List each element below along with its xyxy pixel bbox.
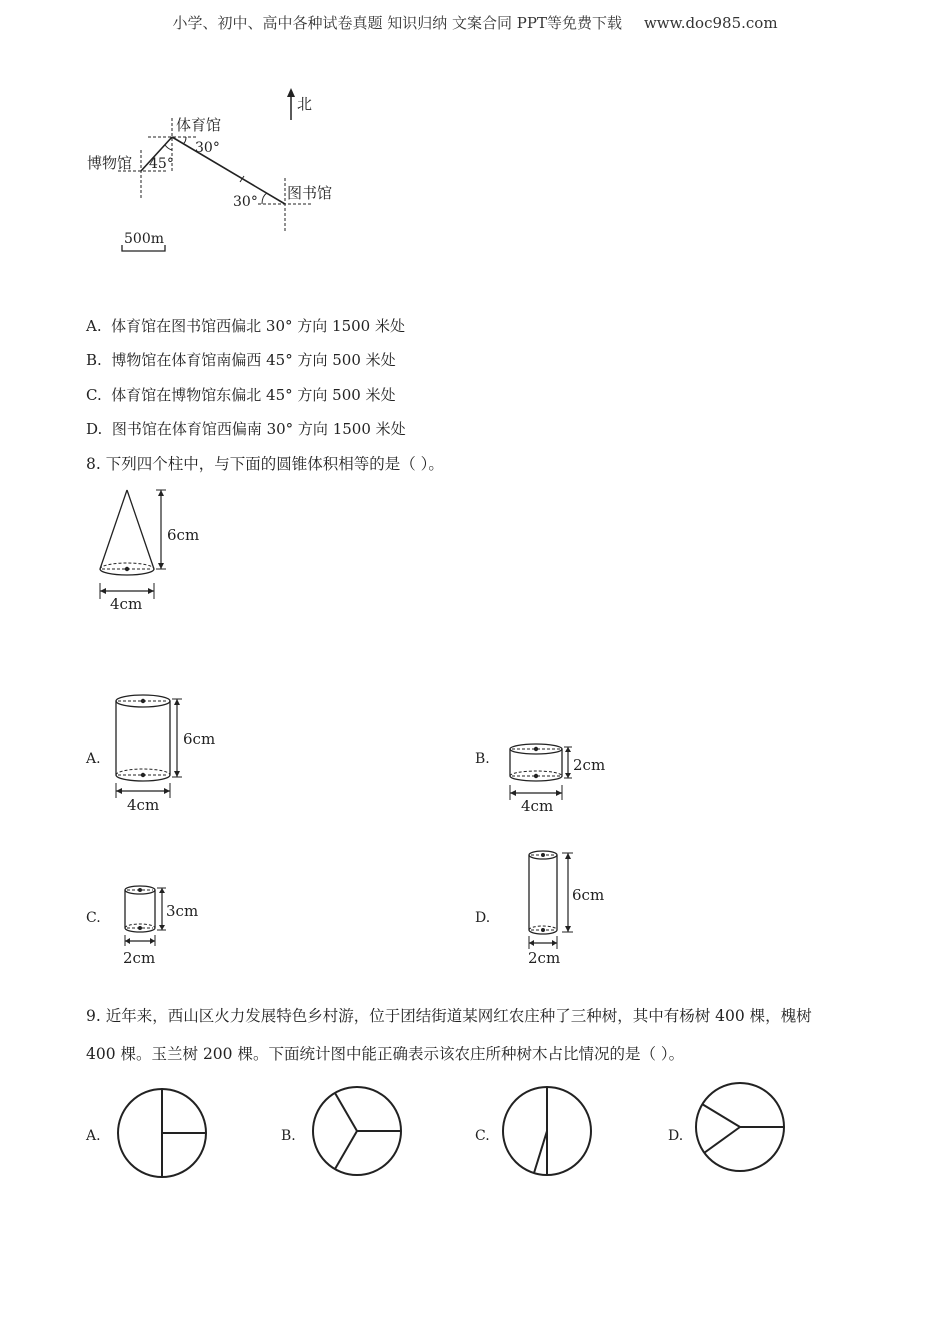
angle-arc-30-bottom [262, 193, 267, 204]
route-gym-library [172, 137, 285, 204]
library-label: 图书馆 [287, 184, 333, 202]
header-text: 小学、初中、高中各种试卷真题 知识归纳 文案合同 PPT等免费下载 [172, 14, 622, 32]
q7-option-c [86, 384, 396, 405]
option-letter: C. [86, 386, 102, 404]
angle-45-label: 45° [149, 156, 174, 172]
q8-stem: 8. 下列四个柱中，与下面的圆锥体积相等的是（ ）。 [86, 455, 444, 473]
q9-option-d-letter: D. [668, 1128, 684, 1144]
q8-option-d-cylinder [520, 845, 620, 970]
option-c-diameter-label: 2cm [123, 949, 156, 967]
option-b-height-label: 2cm [573, 756, 606, 774]
q8-option-c-cylinder [118, 880, 218, 970]
option-text: 博物馆在体育馆南偏西 45° 方向 500 米处 [111, 351, 396, 369]
scale-label: 500m [124, 231, 164, 247]
angle-arc-45 [165, 145, 172, 150]
museum-label: 博物馆 [87, 154, 133, 172]
q8-option-d-letter: D. [475, 910, 491, 926]
angle-30-bottom-label: 30° [233, 194, 258, 210]
option-letter: A. [86, 317, 102, 335]
option-text: 图书馆在体育馆西偏南 30° 方向 1500 米处 [111, 420, 406, 438]
option-text: 体育馆在博物馆东偏北 45° 方向 500 米处 [111, 386, 396, 404]
q9-stem-line2: 400 棵。玉兰树 200 棵。下面统计图中能正确表示该农庄所种树木占比情况的是（ ）。 [86, 1045, 685, 1063]
q8-option-c-letter: C. [86, 910, 101, 926]
north-label: 北 [297, 95, 313, 113]
option-b-diameter-label: 4cm [521, 797, 554, 815]
q8-option-a-letter: A. [86, 751, 101, 767]
cone-figure [90, 485, 220, 615]
q9-option-a-pie [114, 1085, 210, 1181]
q8-option-b-letter: B. [475, 751, 490, 767]
option-text: 体育馆在图书馆西偏北 30° 方向 1500 米处 [111, 317, 405, 335]
option-letter: B. [86, 351, 102, 369]
q9-option-c-pie [499, 1083, 595, 1179]
option-d-diameter-label: 2cm [528, 949, 561, 967]
option-a-diameter-label: 4cm [127, 796, 160, 814]
q9-option-b-pie [309, 1083, 405, 1179]
q9-option-d-pie [692, 1079, 788, 1175]
q8-option-a-cylinder [108, 690, 228, 815]
q9-stem-line1: 9. 近年来，西山区火力发展特色乡村游，位于团结街道某网红农庄种了三种树，其中有杨树 400 棵，槐树 [86, 1007, 812, 1025]
q7-option-b [86, 349, 396, 370]
header-site: www.doc985.com [643, 14, 778, 32]
cone-height-label: 6cm [167, 526, 200, 544]
north-arrow-head [287, 88, 295, 97]
q7-option-a [86, 315, 405, 336]
gym-label: 体育馆 [176, 116, 222, 134]
q9-option-a-letter: A. [86, 1128, 101, 1144]
angle-30-top-label: 30° [195, 140, 220, 156]
option-d-height-label: 6cm [572, 886, 605, 904]
option-c-height-label: 3cm [166, 902, 199, 920]
q9-option-b-letter: B. [281, 1128, 296, 1144]
q8-option-b-cylinder [503, 738, 623, 818]
option-a-height-label: 6cm [183, 730, 216, 748]
direction-map [0, 0, 950, 270]
q7-option-d [86, 418, 406, 439]
q9-option-c-letter: C. [475, 1128, 490, 1144]
option-letter: D. [86, 420, 103, 438]
cone-diameter-label: 4cm [110, 595, 143, 613]
